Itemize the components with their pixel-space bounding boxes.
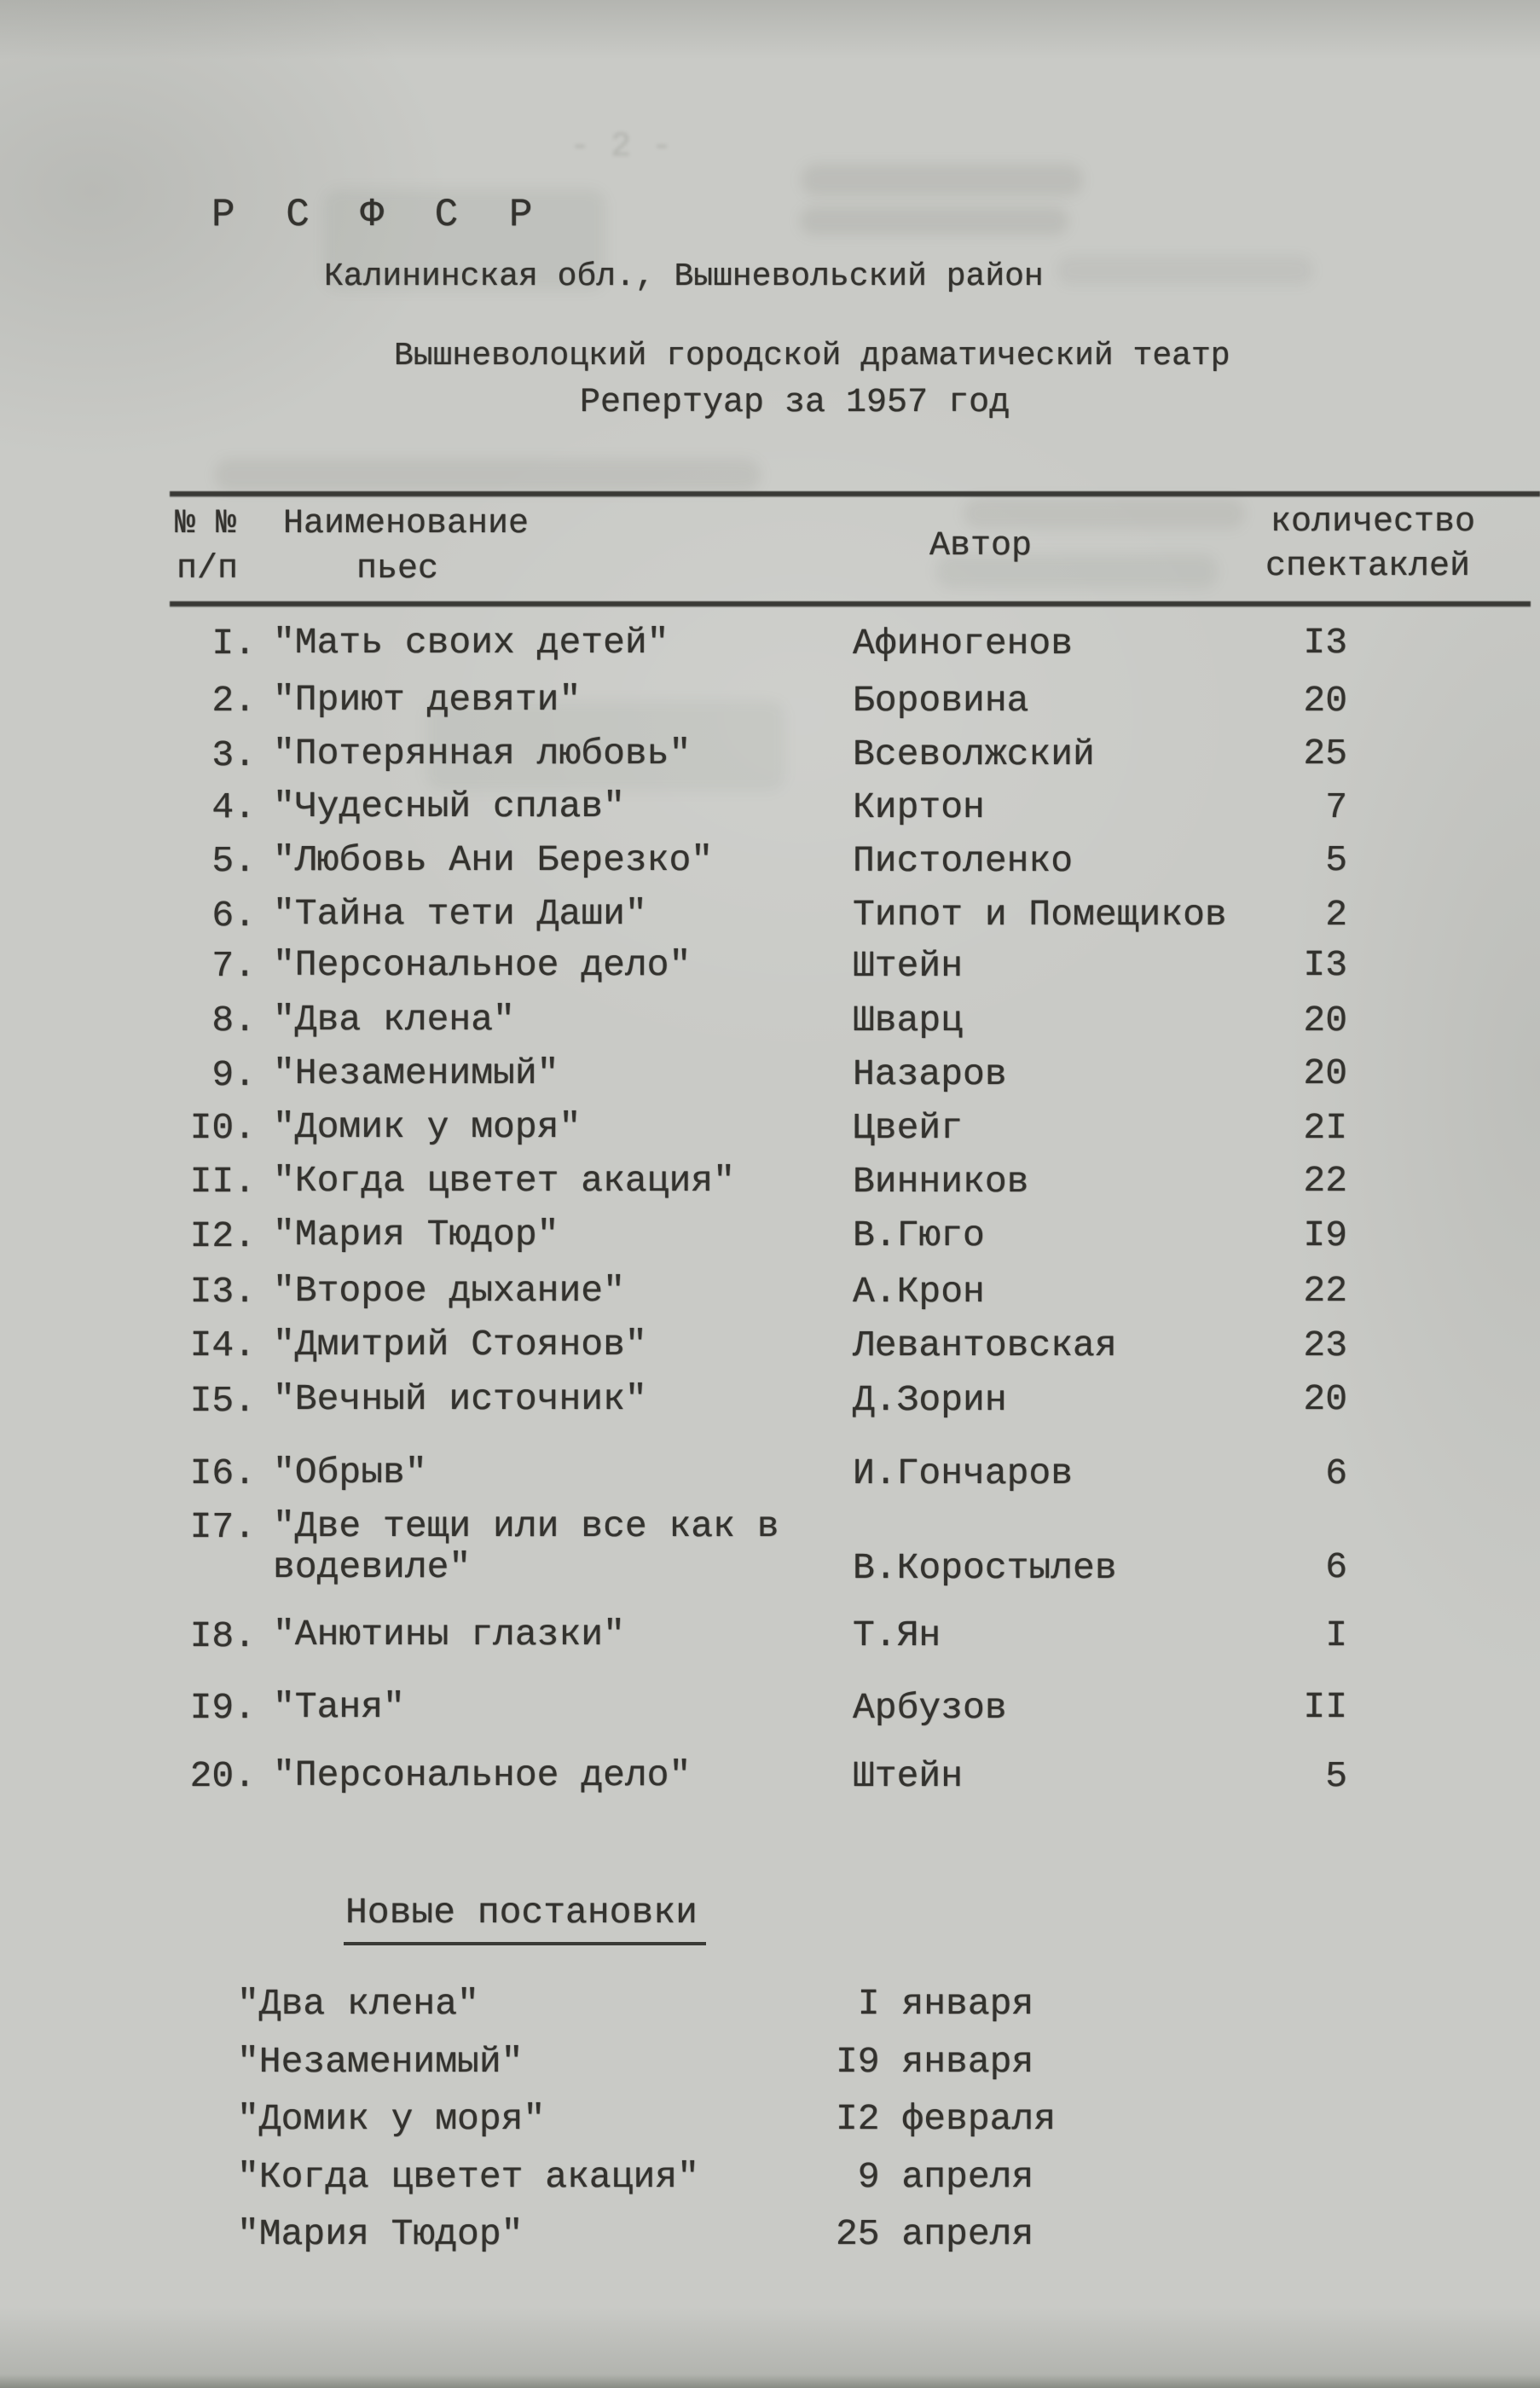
row-number: I. xyxy=(211,623,256,664)
production-title: "Незаменимый" xyxy=(237,2041,524,2083)
play-author: Левантовская xyxy=(853,1324,1117,1366)
bleed-through-smudge xyxy=(800,206,1068,235)
play-title: "Чудесный сплав" xyxy=(273,785,625,827)
row-number: I4. xyxy=(189,1324,256,1366)
row-number: II. xyxy=(189,1161,256,1203)
play-author: И.Гончаров xyxy=(853,1452,1074,1494)
play-title: "Два клена" xyxy=(273,999,515,1040)
premiere-date: I января xyxy=(836,1983,1034,2025)
production-title: "Домик у моря" xyxy=(237,2098,546,2140)
performance-count: I3 xyxy=(1303,622,1347,664)
play-title: "Второе дыхание" xyxy=(273,1270,625,1312)
performance-count: 6 xyxy=(1325,1546,1347,1588)
column-header-author: Автор xyxy=(929,527,1033,565)
bleed-through-smudge xyxy=(215,459,761,491)
row-number: I8. xyxy=(189,1615,256,1657)
row-number: 2. xyxy=(211,680,256,722)
performance-count: 20 xyxy=(1303,680,1347,722)
performance-count: II xyxy=(1303,1686,1347,1728)
performance-count: 25 xyxy=(1303,733,1347,774)
row-number: I0. xyxy=(189,1107,256,1149)
performance-count: 2I xyxy=(1303,1107,1347,1149)
play-author: Назаров xyxy=(853,1053,1007,1095)
column-header-number: № № xyxy=(175,505,237,543)
play-title: "Мария Тюдор" xyxy=(273,1214,559,1255)
performance-count: I3 xyxy=(1303,944,1347,986)
play-title: "Анютины глазки" xyxy=(273,1614,625,1655)
performance-count: 7 xyxy=(1325,786,1347,828)
table-header-rule xyxy=(170,601,1531,606)
play-author: Д.Зорин xyxy=(853,1379,1007,1421)
play-title: "Домик у моря" xyxy=(273,1106,582,1148)
bleed-through-smudge xyxy=(1057,256,1313,285)
performance-count: 22 xyxy=(1303,1270,1347,1312)
play-title: "Тайна тети Даши" xyxy=(273,893,647,935)
performance-count: 22 xyxy=(1303,1160,1347,1202)
play-author: Боровина xyxy=(853,680,1029,722)
play-title: "Таня" xyxy=(273,1686,405,1728)
play-title: "Персональное дело" xyxy=(273,944,692,986)
row-number: 8. xyxy=(211,1000,256,1041)
ghost-page-number: - 2 - xyxy=(570,128,673,166)
play-author: А.Крон xyxy=(853,1271,985,1313)
premiere-date: I2 февраля xyxy=(836,2098,1057,2140)
performance-count: 20 xyxy=(1303,1052,1347,1094)
play-author: Цвейг xyxy=(853,1107,964,1149)
play-author: Типот и Помещиков xyxy=(853,894,1227,936)
premiere-date: 25 апреля xyxy=(836,2213,1034,2255)
play-author: В.Коростылев xyxy=(853,1547,1117,1589)
row-number: I2. xyxy=(189,1215,256,1257)
row-number: 20. xyxy=(189,1755,256,1797)
play-author: Арбузов xyxy=(853,1687,1007,1729)
production-title: "Два клена" xyxy=(237,1983,479,2025)
column-header-count-line2: спектаклей xyxy=(1265,548,1471,586)
row-number: 7. xyxy=(211,945,256,987)
performance-count: 2 xyxy=(1325,894,1347,936)
region-line: Калининская обл., Вышневольский район xyxy=(324,258,1044,295)
document-title: Репертуар за 1957 год xyxy=(580,384,1010,422)
play-author: Пистоленко xyxy=(853,840,1074,882)
new-productions-heading: Новые постановки xyxy=(344,1892,706,1945)
play-title: "Персональное дело" xyxy=(273,1754,692,1796)
performance-count: 5 xyxy=(1325,839,1347,881)
play-title: "Потерянная любовь" xyxy=(273,733,692,774)
play-title: "Две тещи или все как в водевиле" xyxy=(273,1505,779,1588)
row-number: I3. xyxy=(189,1271,256,1313)
play-title: "Дмитрий Стоянов" xyxy=(273,1324,647,1365)
row-number: 5. xyxy=(211,840,256,882)
row-number: 3. xyxy=(211,734,256,776)
production-title: "Когда цветет акация" xyxy=(237,2156,699,2198)
play-author: Винников xyxy=(853,1161,1029,1203)
row-number: 6. xyxy=(211,895,256,936)
performance-count: 5 xyxy=(1325,1755,1347,1797)
performance-count: I9 xyxy=(1303,1214,1347,1256)
row-number: I5. xyxy=(189,1380,256,1422)
row-number: 9. xyxy=(211,1054,256,1096)
play-author: Киртон xyxy=(853,786,985,828)
play-title: "Вечный источник" xyxy=(273,1378,647,1420)
column-header-count: количество xyxy=(1271,503,1476,542)
row-number: 4. xyxy=(211,786,256,828)
table-top-rule xyxy=(170,491,1540,496)
row-number: I7. xyxy=(189,1506,256,1548)
bleed-through-smudge xyxy=(964,498,1245,529)
row-number: I6. xyxy=(189,1452,256,1494)
column-header-number-line2: п/п xyxy=(177,550,239,588)
play-title: "Обрыв" xyxy=(273,1452,427,1493)
republic-heading: Р С Ф С Р xyxy=(211,193,547,237)
premiere-date: 9 апреля xyxy=(836,2156,1034,2198)
performance-count: 23 xyxy=(1303,1324,1347,1366)
play-author: Штейн xyxy=(853,945,964,987)
play-author: Шварц xyxy=(853,1000,964,1041)
column-header-title-line2: пьес xyxy=(356,550,439,588)
play-title: "Когда цветет акация" xyxy=(273,1160,735,1202)
row-number: I9. xyxy=(189,1687,256,1729)
performance-count: 20 xyxy=(1303,1378,1347,1420)
play-title: "Приют девяти" xyxy=(273,679,582,721)
production-title: "Мария Тюдор" xyxy=(237,2213,524,2255)
play-author: Штейн xyxy=(853,1755,964,1797)
performance-count: 6 xyxy=(1325,1452,1347,1494)
play-title: "Незаменимый" xyxy=(273,1052,559,1094)
premiere-date: I9 января xyxy=(836,2041,1034,2083)
play-author: Т.Ян xyxy=(853,1614,941,1656)
play-author: Всеволжский xyxy=(853,733,1095,775)
bleed-through-smudge xyxy=(802,164,1083,196)
play-author: Афиногенов xyxy=(853,623,1074,664)
column-header-title: Наименование xyxy=(283,505,530,543)
play-title: "Мать своих детей" xyxy=(273,622,669,664)
theatre-name: Вышневолоцкий городской драматический театр xyxy=(394,338,1230,374)
performance-count: I xyxy=(1325,1614,1347,1656)
play-author: В.Гюго xyxy=(853,1214,985,1256)
performance-count: 20 xyxy=(1303,1000,1347,1041)
play-title: "Любовь Ани Березко" xyxy=(273,839,714,881)
